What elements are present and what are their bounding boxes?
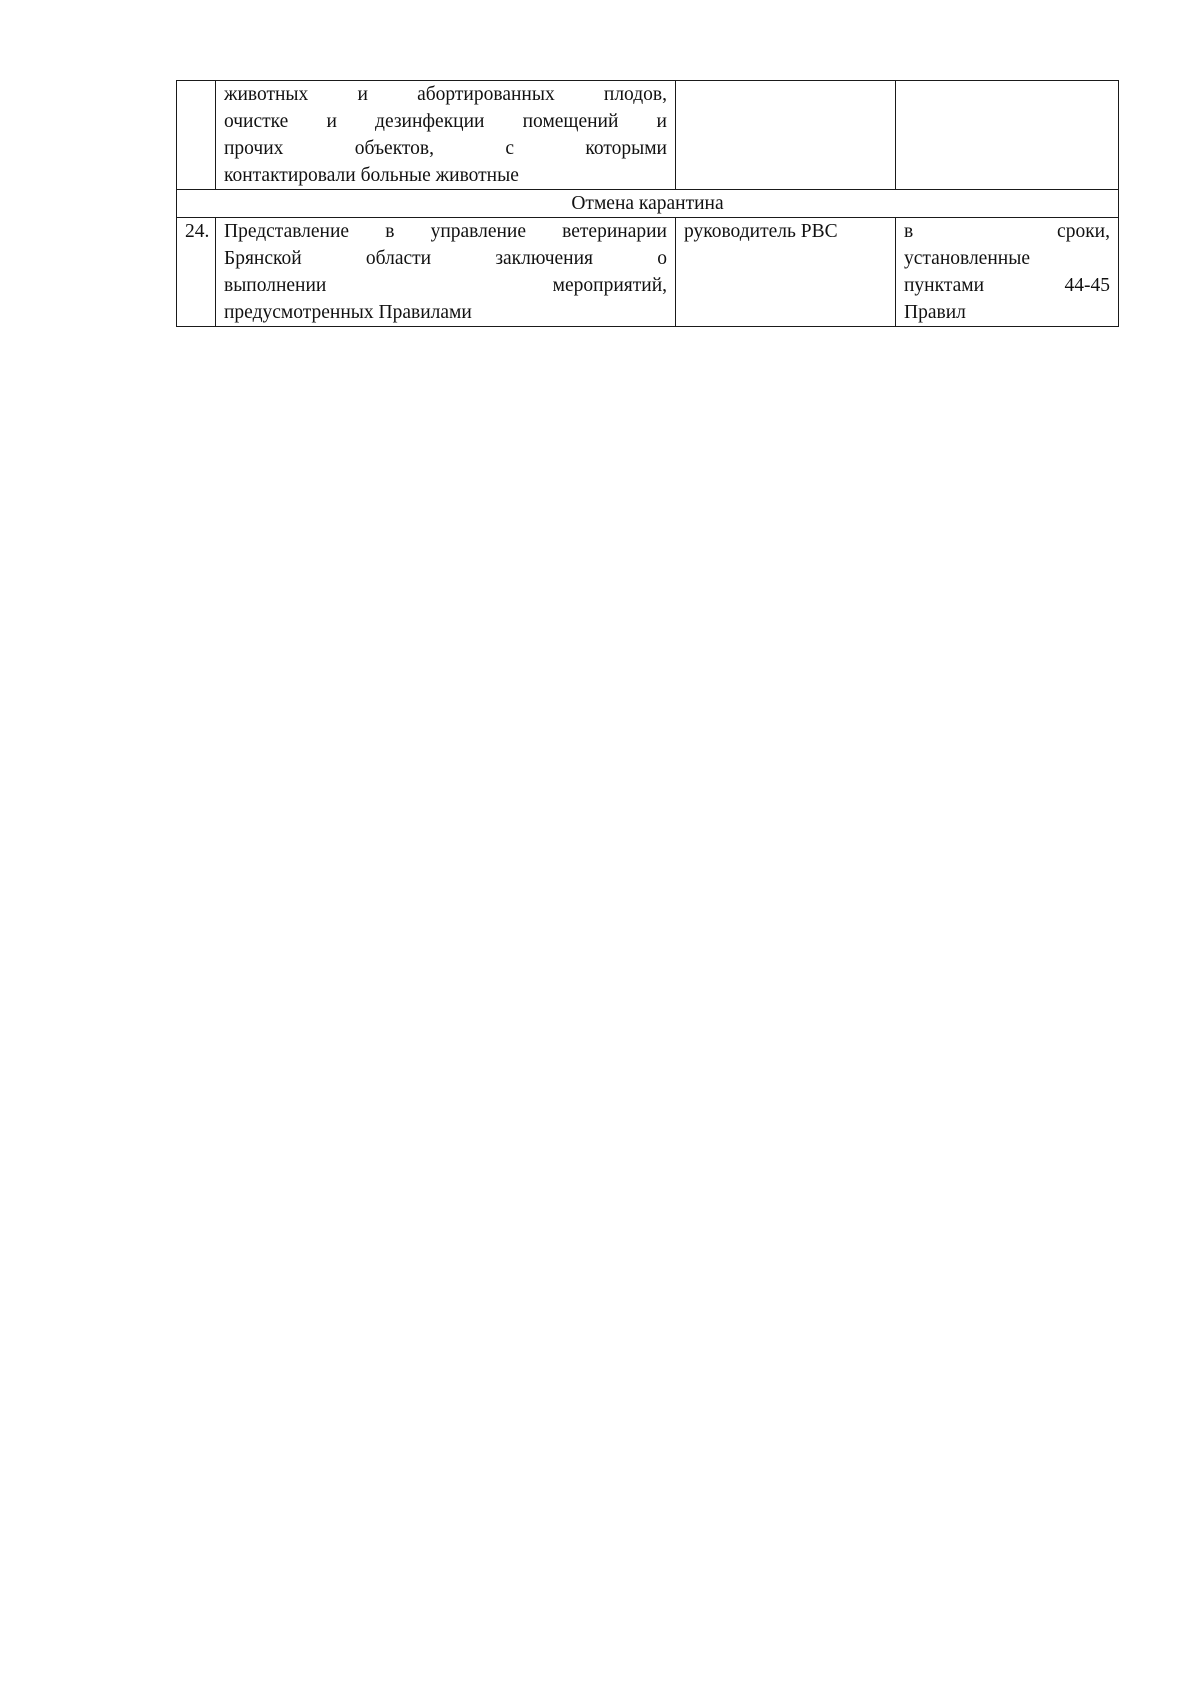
measure-text-cell xyxy=(216,81,676,190)
measure-text-cell xyxy=(216,218,676,327)
term-cell xyxy=(896,81,1119,190)
table-row xyxy=(177,218,1119,327)
term-line: установленные xyxy=(904,248,1030,269)
measure-text-line: выполнении мероприятий, xyxy=(224,275,667,296)
section-header: Отмена карантина xyxy=(177,190,1119,218)
measure-text-line: предусмотренных Правилами xyxy=(224,302,472,323)
term-line: в сроки, xyxy=(904,221,1110,242)
measure-text-line: очистке и дезинфекции помещений и xyxy=(224,111,667,132)
section-header-row xyxy=(177,190,1119,218)
row-number-cell xyxy=(177,81,216,190)
term-cell xyxy=(896,218,1119,327)
measure-text-line: Брянской области заключения о xyxy=(224,248,667,269)
measure-text-line: контактировали больные животные xyxy=(224,165,519,186)
responsible-cell xyxy=(676,81,896,190)
measure-text-line: прочих объектов, с которыми xyxy=(224,138,667,159)
responsible-cell: руководитель РВС xyxy=(676,218,896,327)
measure-text-line: Представление в управление ветеринарии xyxy=(224,221,667,242)
row-number-cell: 24. xyxy=(177,218,216,327)
term-line: пунктами 44-45 xyxy=(904,275,1110,296)
table-row xyxy=(177,81,1119,190)
measures-table xyxy=(176,80,1119,327)
measure-text-line: животных и абортированных плодов, xyxy=(224,84,667,105)
term-line: Правил xyxy=(904,302,966,323)
